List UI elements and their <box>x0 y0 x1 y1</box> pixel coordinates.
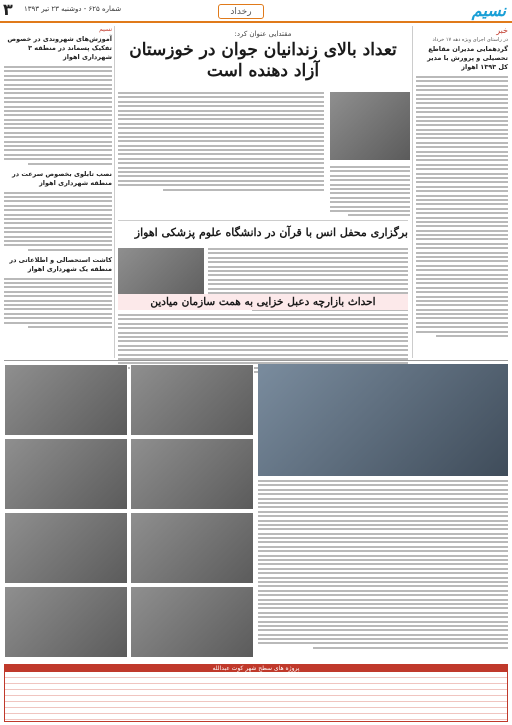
issue-line: شماره ۶۲۵ - دوشنبه ۲۳ تیر ۱۳۹۳ <box>24 5 122 13</box>
center-kicker: مقتدایی عنوان کرد: <box>234 30 292 38</box>
right-divider <box>412 26 413 358</box>
section-rubric: رخداد <box>218 4 264 19</box>
projects-table <box>4 664 508 722</box>
center-main-body <box>118 92 324 193</box>
photo-grid <box>4 364 256 660</box>
left-section-label: نسیم <box>99 26 112 33</box>
right-story1-body <box>416 76 508 337</box>
center-main-headline: تعداد بالای زندانیان جوان در خوزستان آزاد دهنده است <box>129 40 397 81</box>
roadwork-photo-6 <box>130 512 254 584</box>
roadwork-photo-5 <box>4 512 128 584</box>
right-column <box>416 26 508 356</box>
left-divider <box>114 26 115 358</box>
official-portrait-photo <box>330 92 410 160</box>
page-number: ۳ <box>3 0 13 19</box>
quran-headline: برگزاری محفل انس با قرآن در دانشگاه علوم پزشکی اهواز <box>134 226 408 239</box>
roadwork-photo-1 <box>4 364 128 436</box>
left-story2-headline: نصب تابلوی بخصوص سرعت در منطقه شهرداری اهواز <box>12 169 112 187</box>
mayor-interview-body <box>258 480 508 651</box>
roadwork-photo-3 <box>4 438 128 510</box>
header-rule <box>0 21 512 23</box>
right-story1-kicker: در راستای اجرای ویژه دهه ۱۷ خرداد <box>432 37 508 43</box>
left-story2-body <box>4 192 112 251</box>
center-divider-1 <box>118 220 408 221</box>
roadwork-photo-4 <box>130 438 254 510</box>
mayor-office-photo <box>258 364 508 476</box>
right-story1-headline: گردهمایی مدیران مقاطع تحصیلی و پرورش با مدیر کل ۱۳۹۳ اهواز <box>427 45 508 71</box>
left-story1-body <box>4 66 112 165</box>
roadwork-photo-7 <box>4 586 128 658</box>
roadwork-photo-8 <box>130 586 254 658</box>
fire-headline: احداث بازارچه دعبل خزایی به همت سازمان میادین <box>150 296 376 308</box>
left-story3-headline: کاشت استحصالی و اطلاعاتی در منطقه یک شهرداری اهواز <box>9 255 112 273</box>
left-column <box>4 26 112 356</box>
left-story1-headline: آموزش‌های شهروندی در خصوص تفکیک پسماند در منطقه ۳ شهرداری اهواز <box>7 35 112 61</box>
left-story3-body <box>4 278 112 328</box>
right-section-label: خبر <box>496 26 508 35</box>
lower-divider <box>4 360 508 361</box>
roadwork-photo-2 <box>130 364 254 436</box>
masthead-logo: نسیم <box>471 1 506 20</box>
center-main-body-2 <box>330 166 410 219</box>
projects-table-title: پروژه های سطح شهر کوت عبدالله <box>5 665 507 672</box>
